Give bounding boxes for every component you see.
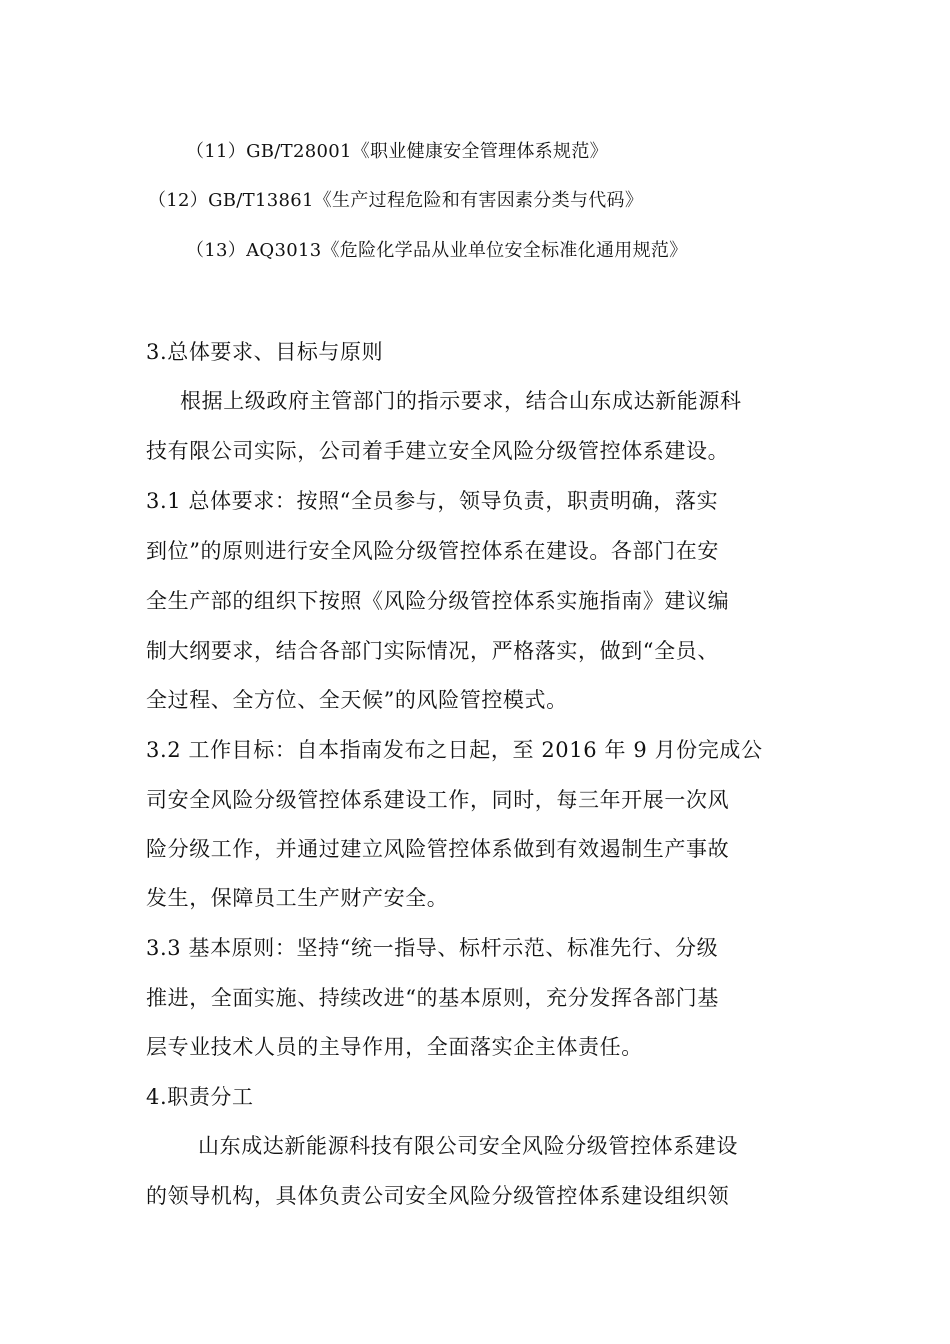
reference-item-13: （13）AQ3013《危险化学品从业单位安全标准化通用规范》 — [186, 240, 688, 261]
paragraph-line: 技有限公司实际，公司着手建立安全风险分级管控体系建设。 — [146, 439, 730, 463]
paragraph-line: 推进，全面实施、持续改进“的基本原则，充分发挥各部门基 — [146, 986, 719, 1010]
paragraph-line: 全过程、全方位、全天候”的风险管控模式。 — [146, 688, 568, 712]
paragraph-line: 全生产部的组织下按照《风险分级管控体系实施指南》建议编 — [146, 589, 730, 613]
paragraph-line: 发生，保障员工生产财产安全。 — [146, 886, 449, 910]
paragraph-line: 3.2 工作目标：自本指南发布之日起，至 2016 年 9 月份完成公 — [146, 738, 763, 762]
paragraph-line: 根据上级政府主管部门的指示要求，结合山东成达新能源科 — [180, 389, 742, 413]
section-heading-4: 4.职责分工 — [146, 1085, 254, 1109]
paragraph-line: 山东成达新能源科技有限公司安全风险分级管控体系建设 — [198, 1134, 738, 1158]
paragraph-line: 层专业技术人员的主导作用，全面落实企主体责任。 — [146, 1035, 643, 1059]
paragraph-line: 3.3 基本原则：坚持“统一指导、标杆示范、标准先行、分级 — [146, 936, 719, 960]
paragraph-line: 险分级工作，并通过建立风险管控体系做到有效遏制生产事故 — [146, 837, 730, 861]
paragraph-line: 的领导机构，具体负责公司安全风险分级管控体系建设组织领 — [146, 1184, 730, 1208]
paragraph-line: 制大纲要求，结合各部门实际情况，严格落实，做到“全员、 — [146, 639, 719, 663]
paragraph-line: 到位”的原则进行安全风险分级管控体系在建设。各部门在安 — [146, 539, 719, 563]
section-heading-3: 3.总体要求、目标与原则 — [146, 340, 384, 364]
reference-item-12: （12）GB/T13861《生产过程危险和有害因素分类与代码》 — [148, 190, 644, 211]
reference-item-11: （11）GB/T28001《职业健康安全管理体系规范》 — [186, 141, 608, 162]
paragraph-line: 3.1 总体要求：按照“全员参与，领导负责，职责明确，落实 — [146, 489, 719, 513]
paragraph-line: 司安全风险分级管控体系建设工作，同时，每三年开展一次风 — [146, 788, 730, 812]
